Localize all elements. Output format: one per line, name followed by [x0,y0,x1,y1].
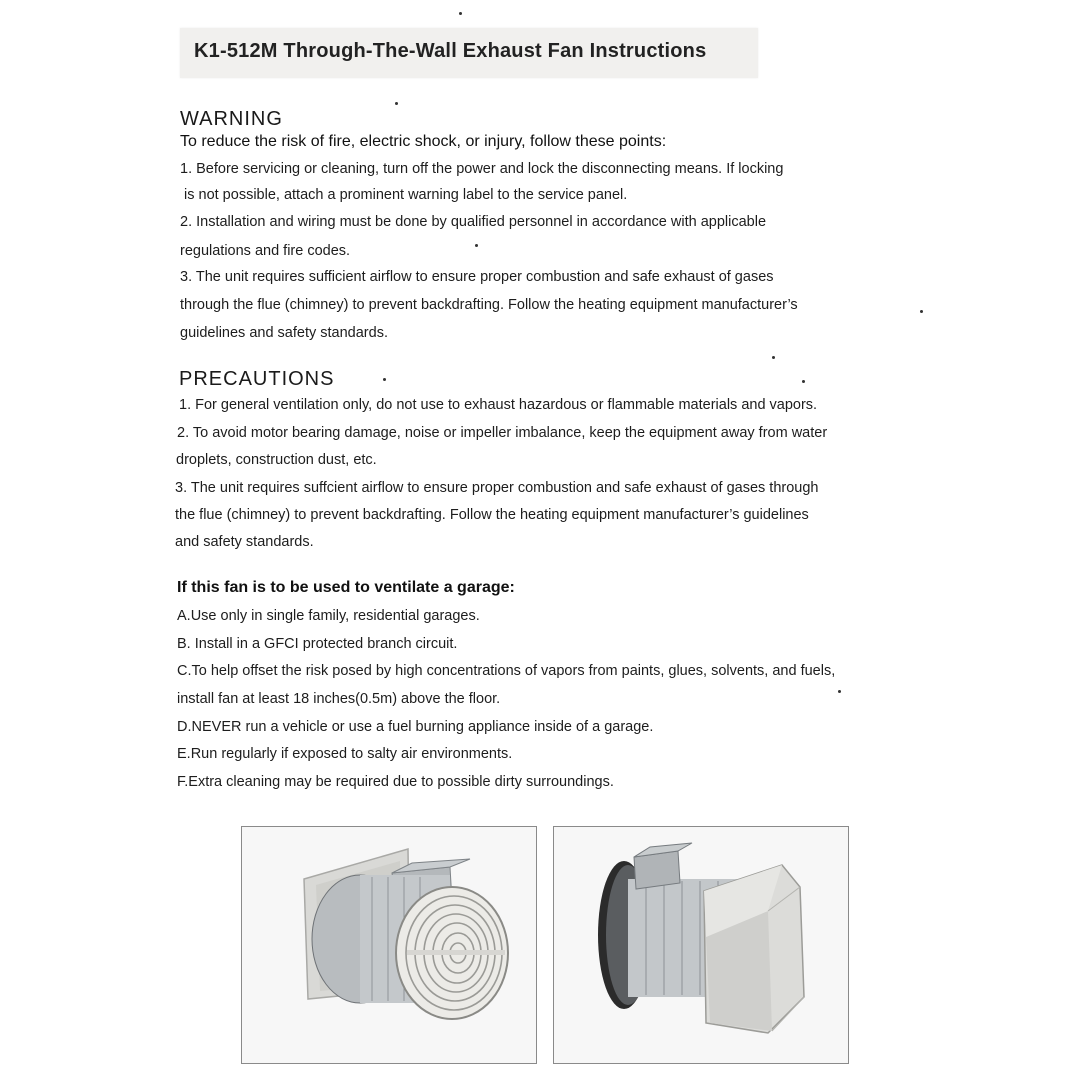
precaution-line: and safety standards. [175,534,314,550]
scan-speck [838,690,841,693]
fan-grille-side-photo [241,826,537,1064]
precaution-line: 2. To avoid motor bearing damage, noise or impeller imbalance, keep the equipment away from water [177,425,828,441]
warning-line: is not possible, attach a prominent warning label to the service panel. [184,187,628,203]
precautions-heading: PRECAUTIONS [179,368,335,390]
warning-line: through the flue (chimney) to prevent backdrafting. Follow the heating equipment manufacturer’s [180,297,798,313]
fan-hood-side-photo [553,826,849,1064]
precaution-line: the flue (chimney) to prevent backdrafting. Follow the heating equipment manufacturer’s guidelines [175,507,809,523]
warning-line: guidelines and safety standards. [180,325,388,341]
scan-speck [920,310,923,313]
scan-speck [772,356,775,359]
scan-speck [459,12,462,15]
precaution-line: droplets, construction dust, etc. [176,452,377,468]
precaution-line: 3. The unit requires suffcient airflow to ensure proper combustion and safe exhaust of gases through [175,480,819,496]
garage-line: B. Install in a GFCI protected branch circuit. [177,636,458,652]
garage-line: F.Extra cleaning may be required due to possible dirty surroundings. [177,774,614,790]
garage-heading: If this fan is to be used to ventilate a garage: [177,579,515,596]
warning-line: regulations and fire codes. [180,243,351,259]
garage-line: install fan at least 18 inches(0.5m) above the floor. [177,691,501,707]
scan-speck [475,244,478,247]
fan-hood-illustration [554,827,848,1063]
garage-line: D.NEVER run a vehicle or use a fuel burning appliance inside of a garage. [177,719,654,735]
garage-line: C.To help offset the risk posed by high concentrations of vapors from paints, glues, solvents, and fuels, [177,663,836,679]
scan-speck [802,380,805,383]
fan-grille-illustration [242,827,536,1063]
warning-line: 3. The unit requires sufficient airflow to ensure proper combustion and safe exhaust of gases [180,269,774,285]
page-title: K1-512M Through-The-Wall Exhaust Fan Instructions [194,40,707,62]
garage-line: A.Use only in single family, residential garages. [177,608,480,624]
warning-line: 1. Before servicing or cleaning, turn off the power and lock the disconnecting means. If locking [180,161,784,177]
warning-heading: WARNING [180,108,283,130]
warning-intro: To reduce the risk of fire, electric shock, or injury, follow these points: [180,133,667,150]
scan-speck [395,102,398,105]
warning-line: 2. Installation and wiring must be done by qualified personnel in accordance with applicable [180,214,767,230]
garage-line: E.Run regularly if exposed to salty air environments. [177,746,513,762]
precaution-line: 1. For general ventilation only, do not use to exhaust hazardous or flammable materials and vapors. [179,397,818,413]
title-banner [180,28,758,78]
scan-speck [383,378,386,381]
